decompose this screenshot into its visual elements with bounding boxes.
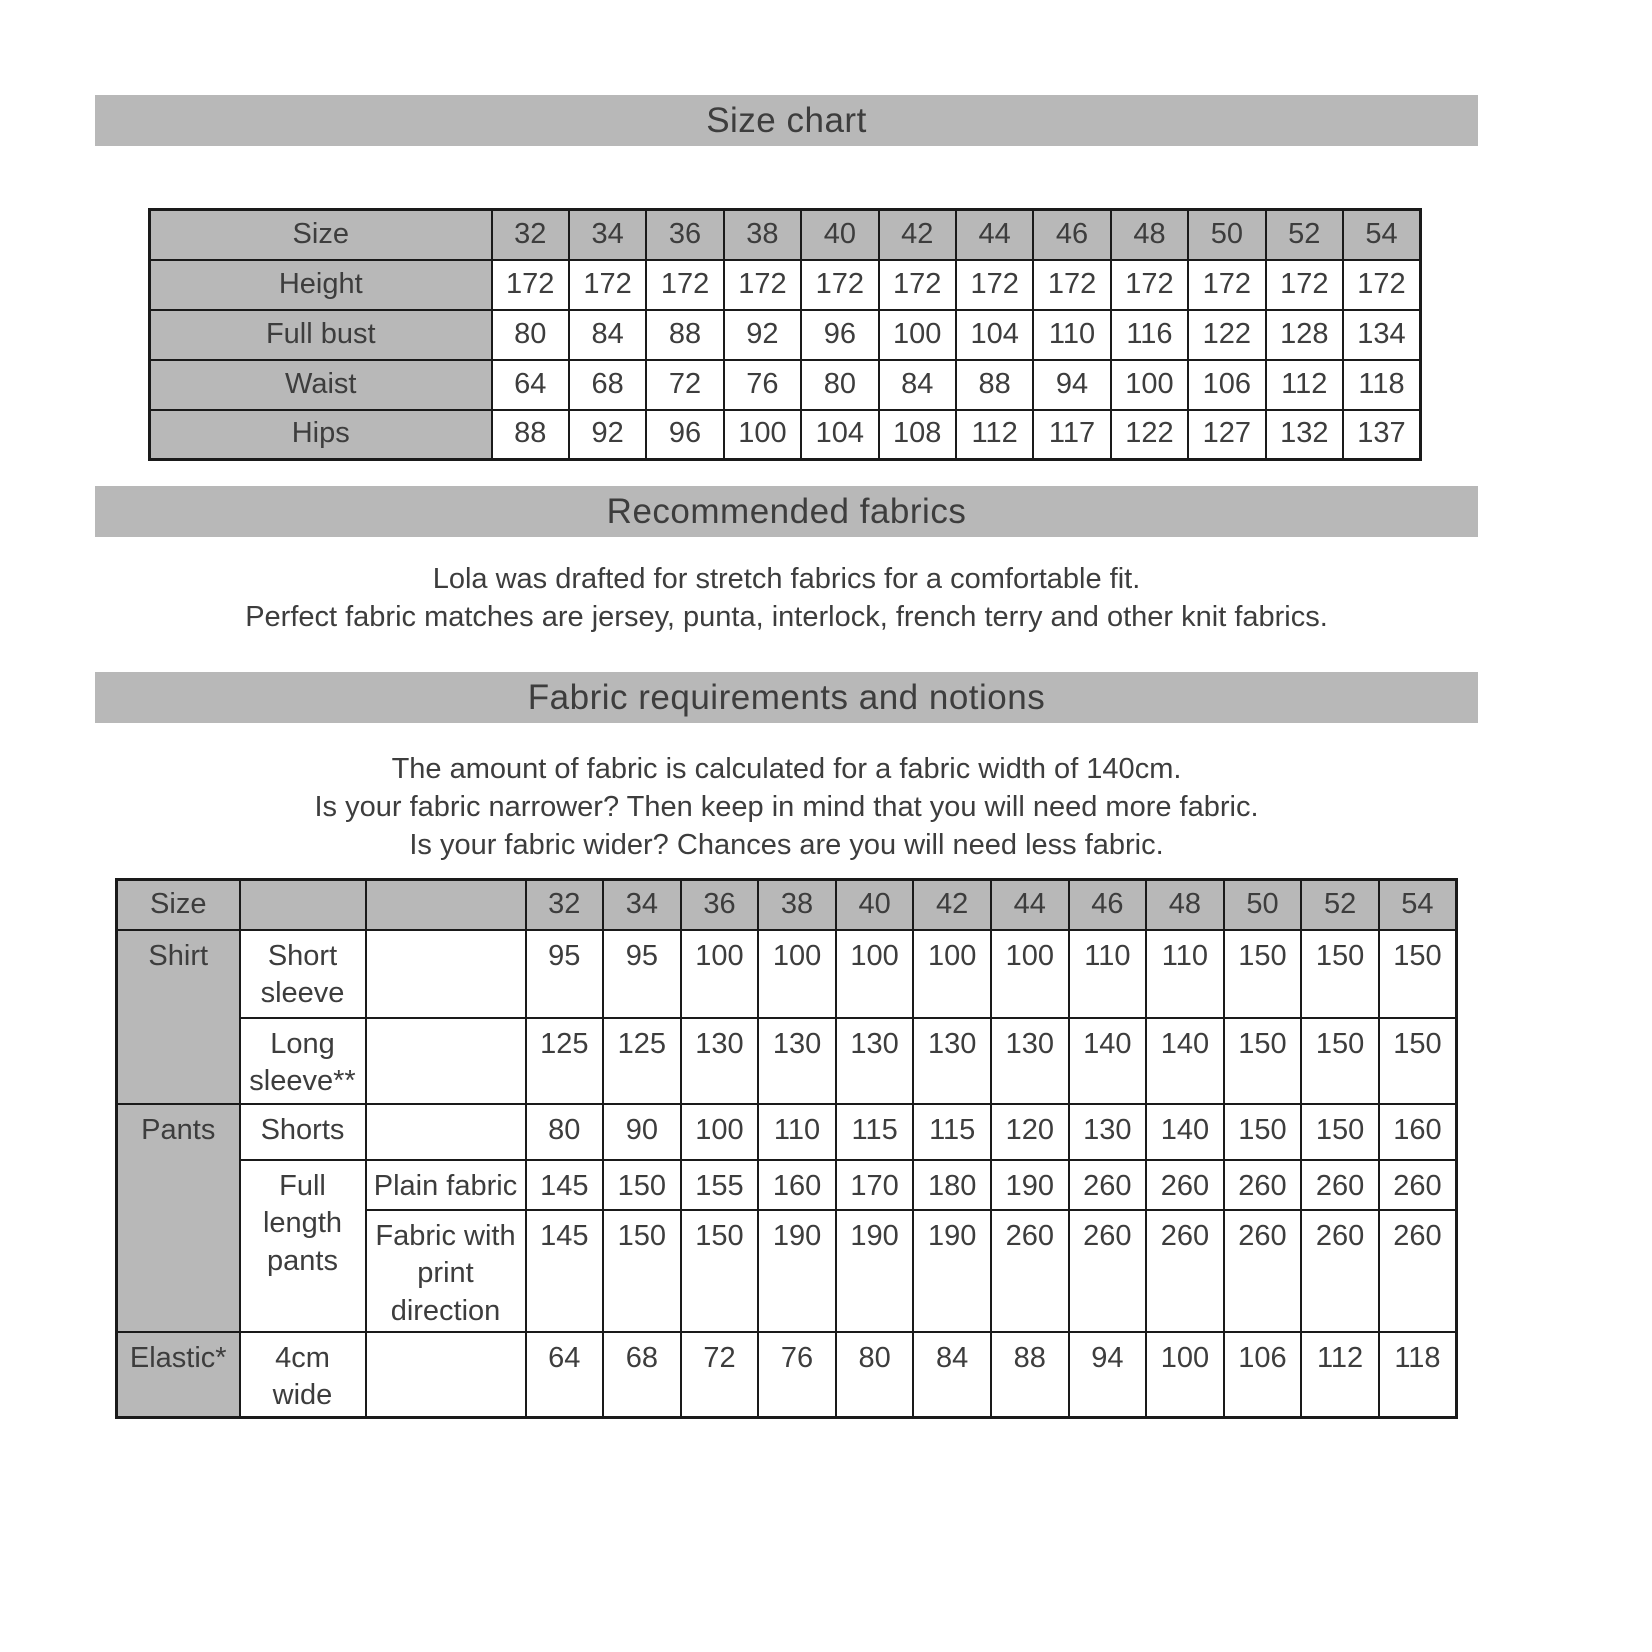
fabric-table-row (117, 1332, 1457, 1418)
fabric-amount-cell: 150 (1379, 1018, 1457, 1104)
fabric-amount-cell: 130 (681, 1018, 759, 1104)
measurement-value-cell: 88 (956, 360, 1033, 410)
empty-header-cell (240, 880, 366, 930)
measurement-value-cell: 172 (569, 260, 646, 310)
fabric-amount-cell: 84 (913, 1332, 991, 1418)
fabric-amount-cell: 190 (991, 1160, 1069, 1210)
measurement-value-cell: 172 (1266, 260, 1343, 310)
size-column-header: 46 (1033, 210, 1110, 260)
garment-item-label: Long sleeve** (240, 1018, 366, 1104)
size-column-header: 40 (801, 210, 878, 260)
measurement-value-cell: 100 (879, 310, 956, 360)
measurement-row-label: Waist (150, 360, 492, 410)
fabric-amount-cell: 115 (836, 1104, 914, 1160)
measurement-value-cell: 96 (646, 410, 723, 460)
fabric-amount-cell: 260 (991, 1210, 1069, 1332)
recommended-fabrics-title: Recommended fabrics (606, 491, 967, 531)
fabric-amount-cell: 100 (681, 930, 759, 1018)
size-chart-row (150, 260, 1421, 310)
fabric-amount-cell: 120 (991, 1104, 1069, 1160)
fabric-amount-cell: 90 (603, 1104, 681, 1160)
measurement-value-cell: 137 (1343, 410, 1421, 460)
fabric-amount-cell: 130 (913, 1018, 991, 1104)
size-chart-table (148, 208, 1422, 461)
fabric-amount-cell: 94 (1069, 1332, 1147, 1418)
garment-item-label: Short sleeve (240, 930, 366, 1018)
measurement-value-cell: 172 (879, 260, 956, 310)
fabric-amount-cell: 100 (836, 930, 914, 1018)
fabric-amount-cell: 106 (1224, 1332, 1302, 1418)
fabric-amount-cell: 190 (758, 1210, 836, 1332)
fabric-variant-label: Fabric with print direction (366, 1210, 526, 1332)
fabric-amount-cell: 150 (1224, 1104, 1302, 1160)
size-column-header: 36 (681, 880, 759, 930)
measurement-value-cell: 92 (569, 410, 646, 460)
fabric-amount-cell: 150 (1379, 930, 1457, 1018)
fabric-requirements-table (115, 878, 1458, 1419)
fabric-amount-cell: 88 (991, 1332, 1069, 1418)
fabric-amount-cell: 140 (1069, 1018, 1147, 1104)
fabric-amount-cell: 260 (1379, 1210, 1457, 1332)
measurement-value-cell: 112 (1266, 360, 1343, 410)
size-column-header: 54 (1343, 210, 1421, 260)
garment-group-label: Shirt (117, 930, 240, 1104)
text-line: Perfect fabric matches are jersey, punta, interlock, french terry and other knit fabrics. (245, 601, 1328, 633)
size-column-header: 50 (1188, 210, 1265, 260)
garment-item-label: 4cm wide (240, 1332, 366, 1418)
fabric-amount-cell: 150 (681, 1210, 759, 1332)
fabric-amount-cell: 150 (1301, 930, 1379, 1018)
fabric-table-row (117, 1104, 1457, 1160)
size-chart-title: Size chart (706, 100, 867, 140)
measurement-value-cell: 80 (492, 310, 569, 360)
fabric-amount-cell: 150 (603, 1210, 681, 1332)
garment-group-label: Elastic* (117, 1332, 240, 1418)
fabric-amount-cell: 145 (526, 1210, 604, 1332)
measurement-value-cell: 96 (801, 310, 878, 360)
fabric-amount-cell: 130 (836, 1018, 914, 1104)
fabric-requirements-title: Fabric requirements and notions (527, 677, 1046, 717)
fabric-amount-cell: 130 (758, 1018, 836, 1104)
garment-item-label: Shorts (240, 1104, 366, 1160)
fabric-amount-cell: 140 (1146, 1018, 1224, 1104)
size-column-header: 38 (724, 210, 801, 260)
fabric-requirements-table-body (117, 880, 1457, 1418)
fabric-amount-cell: 95 (526, 930, 604, 1018)
fabric-amount-cell: 72 (681, 1332, 759, 1418)
fabric-amount-cell: 160 (758, 1160, 836, 1210)
measurement-value-cell: 94 (1033, 360, 1110, 410)
fabric-amount-cell: 110 (1069, 930, 1147, 1018)
fabric-amount-cell: 110 (1146, 930, 1224, 1018)
measurement-value-cell: 80 (801, 360, 878, 410)
measurement-value-cell: 134 (1343, 310, 1421, 360)
measurement-value-cell: 172 (956, 260, 1033, 310)
measurement-value-cell: 92 (724, 310, 801, 360)
fabric-amount-cell: 76 (758, 1332, 836, 1418)
measurement-value-cell: 108 (879, 410, 956, 460)
measurement-value-cell: 88 (492, 410, 569, 460)
measurement-value-cell: 116 (1111, 310, 1188, 360)
measurement-value-cell: 172 (492, 260, 569, 310)
measurement-value-cell: 100 (1111, 360, 1188, 410)
fabric-variant-label (366, 1018, 526, 1104)
measurement-value-cell: 172 (1343, 260, 1421, 310)
measurement-row-label: Full bust (150, 310, 492, 360)
fabric-amount-cell: 260 (1146, 1210, 1224, 1332)
fabric-amount-cell: 180 (913, 1160, 991, 1210)
measurement-value-cell: 172 (646, 260, 723, 310)
fabric-amount-cell: 145 (526, 1160, 604, 1210)
fabric-amount-cell: 125 (526, 1018, 604, 1104)
fabric-amount-cell: 100 (681, 1104, 759, 1160)
fabric-amount-cell: 260 (1301, 1160, 1379, 1210)
size-chart-header-row (150, 210, 1421, 260)
measurement-value-cell: 122 (1188, 310, 1265, 360)
measurement-value-cell: 128 (1266, 310, 1343, 360)
fabric-variant-label (366, 1104, 526, 1160)
fabric-table-row (117, 930, 1457, 1018)
measurement-value-cell: 84 (569, 310, 646, 360)
measurement-value-cell: 172 (1033, 260, 1110, 310)
fabric-amount-cell: 260 (1069, 1210, 1147, 1332)
garment-item-label: Full length pants (240, 1160, 366, 1332)
measurement-value-cell: 127 (1188, 410, 1265, 460)
fabric-amount-cell: 110 (758, 1104, 836, 1160)
fabric-amount-cell: 150 (1301, 1104, 1379, 1160)
fabric-amount-cell: 260 (1224, 1210, 1302, 1332)
size-column-header: 52 (1301, 880, 1379, 930)
size-column-header: 36 (646, 210, 723, 260)
fabric-amount-cell: 118 (1379, 1332, 1457, 1418)
size-chart-table-body (150, 210, 1421, 460)
fabric-amount-cell: 260 (1301, 1210, 1379, 1332)
measurement-value-cell: 68 (569, 360, 646, 410)
size-chart-corner-label: Size (150, 210, 492, 260)
garment-group-label: Pants (117, 1104, 240, 1332)
fabric-amount-cell: 100 (913, 930, 991, 1018)
text-line: Is your fabric wider? Chances are you will need less fabric. (409, 829, 1164, 861)
fabric-amount-cell: 80 (526, 1104, 604, 1160)
fabric-table-header-row (117, 880, 1457, 930)
fabric-variant-label (366, 930, 526, 1018)
fabric-amount-cell: 190 (836, 1210, 914, 1332)
size-column-header: 38 (758, 880, 836, 930)
fabric-amount-cell: 64 (526, 1332, 604, 1418)
measurement-value-cell: 117 (1033, 410, 1110, 460)
recommended-fabrics-banner (95, 486, 1478, 537)
measurement-value-cell: 104 (801, 410, 878, 460)
fabric-amount-cell: 260 (1069, 1160, 1147, 1210)
measurement-value-cell: 88 (646, 310, 723, 360)
recommended-fabrics-text (95, 560, 1478, 636)
measurement-value-cell: 172 (1111, 260, 1188, 310)
size-column-header: 48 (1111, 210, 1188, 260)
measurement-value-cell: 72 (646, 360, 723, 410)
fabric-amount-cell: 155 (681, 1160, 759, 1210)
fabric-amount-cell: 125 (603, 1018, 681, 1104)
fabric-amount-cell: 130 (991, 1018, 1069, 1104)
size-column-header: 42 (879, 210, 956, 260)
size-chart-banner (95, 95, 1478, 146)
fabric-table-corner-label: Size (117, 880, 240, 930)
fabric-amount-cell: 95 (603, 930, 681, 1018)
size-column-header: 46 (1069, 880, 1147, 930)
measurement-value-cell: 110 (1033, 310, 1110, 360)
fabric-amount-cell: 68 (603, 1332, 681, 1418)
fabric-variant-label: Plain fabric (366, 1160, 526, 1210)
size-chart-row (150, 360, 1421, 410)
fabric-amount-cell: 170 (836, 1160, 914, 1210)
size-column-header: 34 (603, 880, 681, 930)
empty-header-cell (366, 880, 526, 930)
size-column-header: 42 (913, 880, 991, 930)
size-column-header: 48 (1146, 880, 1224, 930)
size-column-header: 40 (836, 880, 914, 930)
measurement-value-cell: 122 (1111, 410, 1188, 460)
fabric-requirements-text (95, 750, 1478, 864)
fabric-table-row (117, 1160, 1457, 1210)
fabric-table-row (117, 1018, 1457, 1104)
measurement-row-label: Height (150, 260, 492, 310)
measurement-row-label: Hips (150, 410, 492, 460)
fabric-amount-cell: 150 (1224, 930, 1302, 1018)
fabric-amount-cell: 100 (758, 930, 836, 1018)
fabric-amount-cell: 100 (991, 930, 1069, 1018)
size-column-header: 32 (492, 210, 569, 260)
text-line: Lola was drafted for stretch fabrics for a comfortable fit. (432, 563, 1141, 595)
measurement-value-cell: 172 (1188, 260, 1265, 310)
fabric-amount-cell: 160 (1379, 1104, 1457, 1160)
size-chart-row (150, 310, 1421, 360)
fabric-amount-cell: 150 (603, 1160, 681, 1210)
size-column-header: 50 (1224, 880, 1302, 930)
measurement-value-cell: 172 (724, 260, 801, 310)
text-line: Is your fabric narrower? Then keep in mind that you will need more fabric. (314, 791, 1259, 823)
fabric-amount-cell: 150 (1301, 1018, 1379, 1104)
fabric-amount-cell: 260 (1146, 1160, 1224, 1210)
size-column-header: 32 (526, 880, 604, 930)
size-column-header: 52 (1266, 210, 1343, 260)
measurement-value-cell: 106 (1188, 360, 1265, 410)
text-line: The amount of fabric is calculated for a fabric width of 140cm. (391, 753, 1182, 785)
size-chart-row (150, 410, 1421, 460)
fabric-amount-cell: 150 (1224, 1018, 1302, 1104)
fabric-variant-label (366, 1332, 526, 1418)
measurement-value-cell: 132 (1266, 410, 1343, 460)
measurement-value-cell: 172 (801, 260, 878, 310)
fabric-amount-cell: 100 (1146, 1332, 1224, 1418)
fabric-amount-cell: 260 (1379, 1160, 1457, 1210)
measurement-value-cell: 76 (724, 360, 801, 410)
measurement-value-cell: 118 (1343, 360, 1421, 410)
size-column-header: 34 (569, 210, 646, 260)
size-column-header: 54 (1379, 880, 1457, 930)
measurement-value-cell: 84 (879, 360, 956, 410)
fabric-amount-cell: 190 (913, 1210, 991, 1332)
fabric-amount-cell: 260 (1224, 1160, 1302, 1210)
fabric-amount-cell: 130 (1069, 1104, 1147, 1160)
fabric-amount-cell: 115 (913, 1104, 991, 1160)
measurement-value-cell: 64 (492, 360, 569, 410)
measurement-value-cell: 100 (724, 410, 801, 460)
fabric-requirements-banner (95, 672, 1478, 723)
measurement-value-cell: 104 (956, 310, 1033, 360)
size-column-header: 44 (956, 210, 1033, 260)
fabric-amount-cell: 80 (836, 1332, 914, 1418)
fabric-amount-cell: 112 (1301, 1332, 1379, 1418)
size-column-header: 44 (991, 880, 1069, 930)
measurement-value-cell: 112 (956, 410, 1033, 460)
fabric-amount-cell: 140 (1146, 1104, 1224, 1160)
